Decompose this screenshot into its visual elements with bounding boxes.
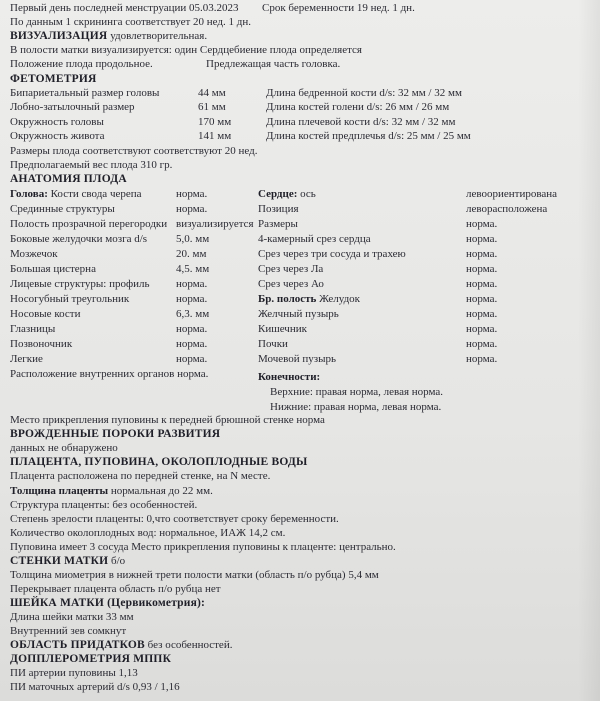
uterine-arteries-pi-line: ПИ маточных артерий d/s 0,93 / 1,16 bbox=[10, 681, 180, 693]
anatomy-header: АНАТОМИЯ ПЛОДА bbox=[10, 173, 127, 185]
cervix-header: ШЕЙКА МАТКИ (Цервикометрия): bbox=[10, 597, 206, 609]
limbs-label: Конечности: bbox=[258, 371, 321, 383]
anatomy-right-label: Срез через Ао bbox=[258, 278, 324, 290]
anatomy-left-label: Срединные структуры bbox=[10, 203, 115, 215]
anatomy-left-value: 6,3. мм bbox=[176, 308, 210, 320]
anatomy-right2-value: норма. bbox=[466, 323, 498, 335]
weight-line: Предполагаемый вес плода 310 гр. bbox=[10, 159, 173, 171]
anatomy-left-value: визуализируется bbox=[176, 218, 254, 230]
placenta-location-line: Плацента расположена по передней стенке, на N месте. bbox=[10, 470, 271, 482]
cervix-length-line: Длина шейки матки 33 мм bbox=[10, 611, 134, 623]
amniotic-fluid-line: Количество околоплодных вод: нормальное, ИАЖ 14,2 см. bbox=[10, 527, 286, 539]
anatomy-right-label: Позиция bbox=[258, 203, 299, 215]
uterus-walls-status: б/о bbox=[108, 555, 126, 567]
fetometry-row-right: Длина костей голени d/s: 26 мм / 26 мм bbox=[266, 101, 450, 113]
placenta-thickness-label: Толщина плаценты bbox=[10, 485, 109, 497]
anatomy-right2-value: норма. bbox=[466, 308, 498, 320]
anatomy-right-label: Размеры bbox=[258, 218, 298, 230]
internal-os-line: Внутренний зев сомкнут bbox=[10, 625, 127, 637]
abdomen-text: Желудок bbox=[316, 293, 361, 305]
screening-line: По данным 1 скрининга соответствует 20 нед. 1 дн. bbox=[10, 16, 251, 28]
abdomen-line bbox=[258, 294, 360, 305]
visualization-header: ВИЗУАЛИЗАЦИЯ bbox=[10, 30, 108, 42]
anatomy-right2-value: норма. bbox=[466, 338, 498, 350]
position-line: Положение плода продольное. bbox=[10, 58, 153, 70]
fetometry-row-value: 61 мм bbox=[198, 101, 226, 113]
heart-text: ось bbox=[297, 188, 316, 200]
anatomy-right-value: норма. bbox=[466, 263, 498, 275]
page-edge-shadow bbox=[578, 0, 600, 701]
cord-insertion-line: Место прикрепления пуповины к передней брюшной стенке норма bbox=[10, 414, 325, 426]
anatomy-left-value: 5,0. мм bbox=[176, 233, 210, 245]
placenta-structure-line: Структура плаценты: без особенностей. bbox=[10, 499, 198, 511]
malformations-text: данных не обнаружено bbox=[10, 442, 118, 454]
anatomy-left-label: Большая цистерна bbox=[10, 263, 96, 275]
anatomy-left-label: Легкие bbox=[10, 353, 43, 365]
anatomy-right2-label: Кишечник bbox=[258, 323, 307, 335]
anatomy-right2-value: норма. bbox=[466, 353, 498, 365]
fetometry-row-value: 141 мм bbox=[198, 130, 232, 142]
placenta-maturity-line: Степень зрелости плаценты: 0,что соответствует сроку беременности. bbox=[10, 513, 339, 525]
fetometry-row-label: Окружность головы bbox=[10, 116, 104, 128]
fetometry-row-right: Длина костей предплечья d/s: 25 мм / 25 мм bbox=[266, 130, 471, 142]
visualization-status: удовлетворительная. bbox=[107, 30, 208, 42]
anatomy-left-value: норма. bbox=[176, 203, 208, 215]
heart-value: левоориентирована bbox=[466, 188, 558, 200]
umbilical-artery-pi-line: ПИ артерии пуповины 1,13 bbox=[10, 667, 138, 679]
abdomen-label: Бр. полость bbox=[258, 293, 317, 305]
umbilical-cord-line: Пуповина имеет 3 сосуда Место прикрепления пуповины к плаценте: центрально. bbox=[10, 541, 396, 553]
anatomy-right2-label: Почки bbox=[258, 338, 288, 350]
heart-line bbox=[258, 189, 316, 200]
anatomy-right-value: норма. bbox=[466, 248, 498, 260]
fetometry-row-label: Бипариетальный размер головы bbox=[10, 87, 160, 99]
fetometry-header: ФЕТОМЕТРИЯ bbox=[10, 73, 97, 85]
fetometry-row-label: Лобно-затылочный размер bbox=[10, 101, 135, 113]
anatomy-left-label: Лицевые структуры: профиль bbox=[10, 278, 150, 290]
anatomy-right-value: норма. bbox=[466, 233, 498, 245]
anatomy-right-label: Срез через Ла bbox=[258, 263, 324, 275]
scar-overlap-line: Перекрывает плацента область п/о рубца нет bbox=[10, 583, 221, 595]
anatomy-right-label: 4-камерный срез сердца bbox=[258, 233, 371, 245]
anatomy-right2-label: Желчный пузырь bbox=[258, 308, 339, 320]
anatomy-left-label: Полость прозрачной перегородки bbox=[10, 218, 168, 230]
anatomy-left-value: норма. bbox=[176, 278, 208, 290]
anatomy-left-value: 20. мм bbox=[176, 248, 207, 260]
doppler-header: ДОППЛЕРОМЕТРИЯ МППК bbox=[10, 653, 172, 665]
adnexa-status: без особенностей. bbox=[144, 639, 233, 651]
head-label: Голова: bbox=[10, 188, 48, 200]
anatomy-left-value: норма. bbox=[176, 353, 208, 365]
anatomy-left-value: норма. bbox=[176, 338, 208, 350]
adnexa-line bbox=[10, 640, 232, 652]
fetometry-row-value: 170 мм bbox=[198, 116, 232, 128]
fetometry-row-value: 44 мм bbox=[198, 87, 226, 99]
anatomy-left-label: Носовые кости bbox=[10, 308, 81, 320]
uterus-walls-header: СТЕНКИ МАТКИ bbox=[10, 555, 109, 567]
head-text: Кости свода черепа bbox=[47, 188, 142, 200]
uterus-walls-line bbox=[10, 556, 125, 568]
fetometry-row-right: Длина бедренной кости d/s: 32 мм / 32 мм bbox=[266, 87, 462, 99]
anatomy-left-value: норма. bbox=[176, 293, 208, 305]
gestational-age-line: Срок беременности 19 нед. 1 дн. bbox=[262, 2, 415, 14]
anatomy-left-label: Мозжечок bbox=[10, 248, 58, 260]
anatomy-left-value: норма. bbox=[176, 323, 208, 335]
organs-line: Расположение внутренних органов норма. bbox=[10, 368, 209, 380]
placenta-thickness-text: нормальная до 22 мм. bbox=[108, 485, 213, 497]
anatomy-right-value: леворасположена bbox=[466, 203, 548, 215]
abdomen-value: норма. bbox=[466, 293, 498, 305]
fetometry-row-right: Длина плечевой кости d/s: 32 мм / 32 мм bbox=[266, 116, 456, 128]
placenta-thickness-line bbox=[10, 486, 213, 497]
anatomy-left-label: Боковые желудочки мозга d/s bbox=[10, 233, 148, 245]
anatomy-right-value: норма. bbox=[466, 278, 498, 290]
anatomy-left-label: Носогубный треугольник bbox=[10, 293, 130, 305]
anatomy-left-value: 4,5. мм bbox=[176, 263, 210, 275]
anatomy-right-value: норма. bbox=[466, 218, 498, 230]
head-line bbox=[10, 189, 142, 200]
fetometry-row-label: Окружность живота bbox=[10, 130, 105, 142]
cavity-line: В полости матки визуализируется: один Сердцебиение плода определяется bbox=[10, 44, 362, 56]
anatomy-right-label: Срез через три сосуда и трахею bbox=[258, 248, 406, 260]
sizes-line: Размеры плода соответствуют соответствуют 20 нед. bbox=[10, 145, 258, 157]
myometrium-line: Толщина миометрия в нижней трети полости матки (область п/о рубца) 5,4 мм bbox=[10, 569, 379, 581]
head-value: норма. bbox=[176, 188, 208, 200]
heart-label: Сердце: bbox=[258, 188, 298, 200]
lmp-line: Первый день последней менструации 05.03.2023 bbox=[10, 2, 239, 14]
limbs-upper-line: Верхние: правая норма, левая норма. bbox=[270, 386, 444, 398]
malformations-header: ВРОЖДЕННЫЕ ПОРОКИ РАЗВИТИЯ bbox=[10, 428, 221, 440]
adnexa-header: ОБЛАСТЬ ПРИДАТКОВ bbox=[10, 639, 145, 651]
anatomy-left-label: Глазницы bbox=[10, 323, 56, 335]
placenta-header: ПЛАЦЕНТА, ПУПОВИНА, ОКОЛОПЛОДНЫЕ ВОДЫ bbox=[10, 456, 308, 468]
anatomy-right2-label: Мочевой пузырь bbox=[258, 353, 337, 365]
presentation-line: Предлежащая часть головка. bbox=[206, 58, 341, 70]
visualization-line bbox=[10, 31, 207, 43]
limbs-lower-line: Нижние: правая норма, левая норма. bbox=[270, 401, 442, 413]
anatomy-left-label: Позвоночник bbox=[10, 338, 73, 350]
